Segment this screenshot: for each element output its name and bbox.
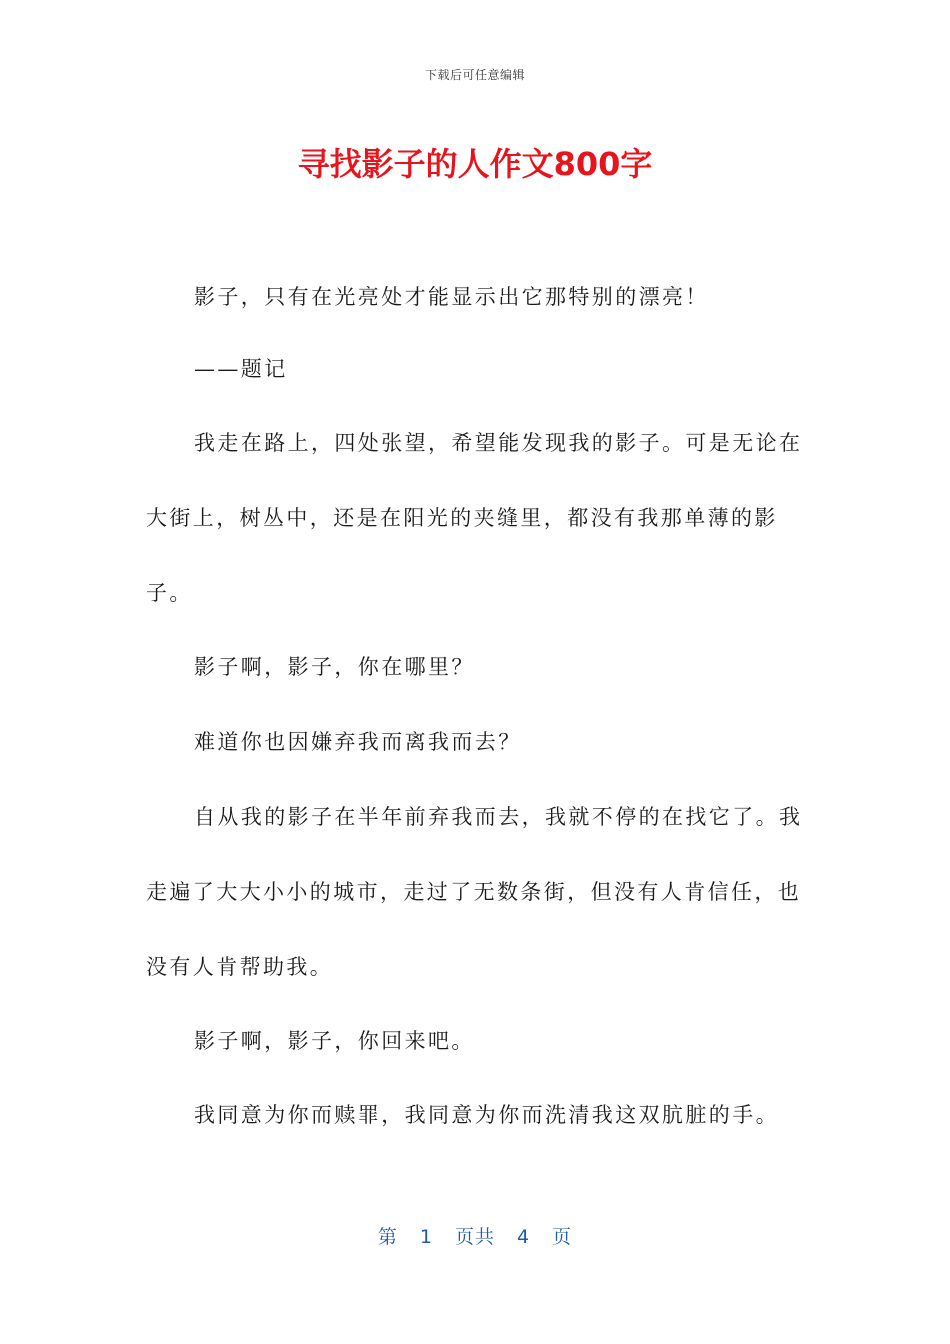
document-title: 寻找影子的人作文800字 xyxy=(297,145,653,183)
footer-suffix: 页 xyxy=(552,1226,573,1248)
footer-total-pages: 4 xyxy=(517,1226,531,1248)
paragraph-epigraph-attribution: ——题记 xyxy=(194,357,288,381)
page-footer xyxy=(0,1222,950,1249)
paragraph-body: 我同意为你而赎罪，我同意为你而洗清我这双肮脏的手。 xyxy=(194,1103,779,1127)
header-note: 下载后可任意编辑 xyxy=(424,68,525,82)
footer-page-number: 1 xyxy=(419,1226,433,1248)
paragraph-body: 我走在路上，四处张望，希望能发现我的影子。可是无论在大街上，树丛中，还是在阳光的夹缝里，都没有我那单薄的影子。 xyxy=(146,431,803,605)
paragraph-body: 难道你也因嫌弃我而离我而去？ xyxy=(194,730,522,754)
paragraph-epigraph: 影子，只有在光亮处才能显示出它那特别的漂亮！ xyxy=(194,285,709,309)
paragraph-body: 影子啊，影子，你在哪里？ xyxy=(194,655,475,679)
footer-prefix: 第 xyxy=(377,1226,398,1248)
paragraph-body: 自从我的影子在半年前弃我而去，我就不停的在找它了。我走遍了大大小小的城市，走过了无数条街，但没有人肯信任，也没有人肯帮助我。 xyxy=(146,805,803,979)
paragraph-body: 影子啊，影子，你回来吧。 xyxy=(194,1029,475,1053)
footer-middle: 页共 xyxy=(454,1226,495,1248)
